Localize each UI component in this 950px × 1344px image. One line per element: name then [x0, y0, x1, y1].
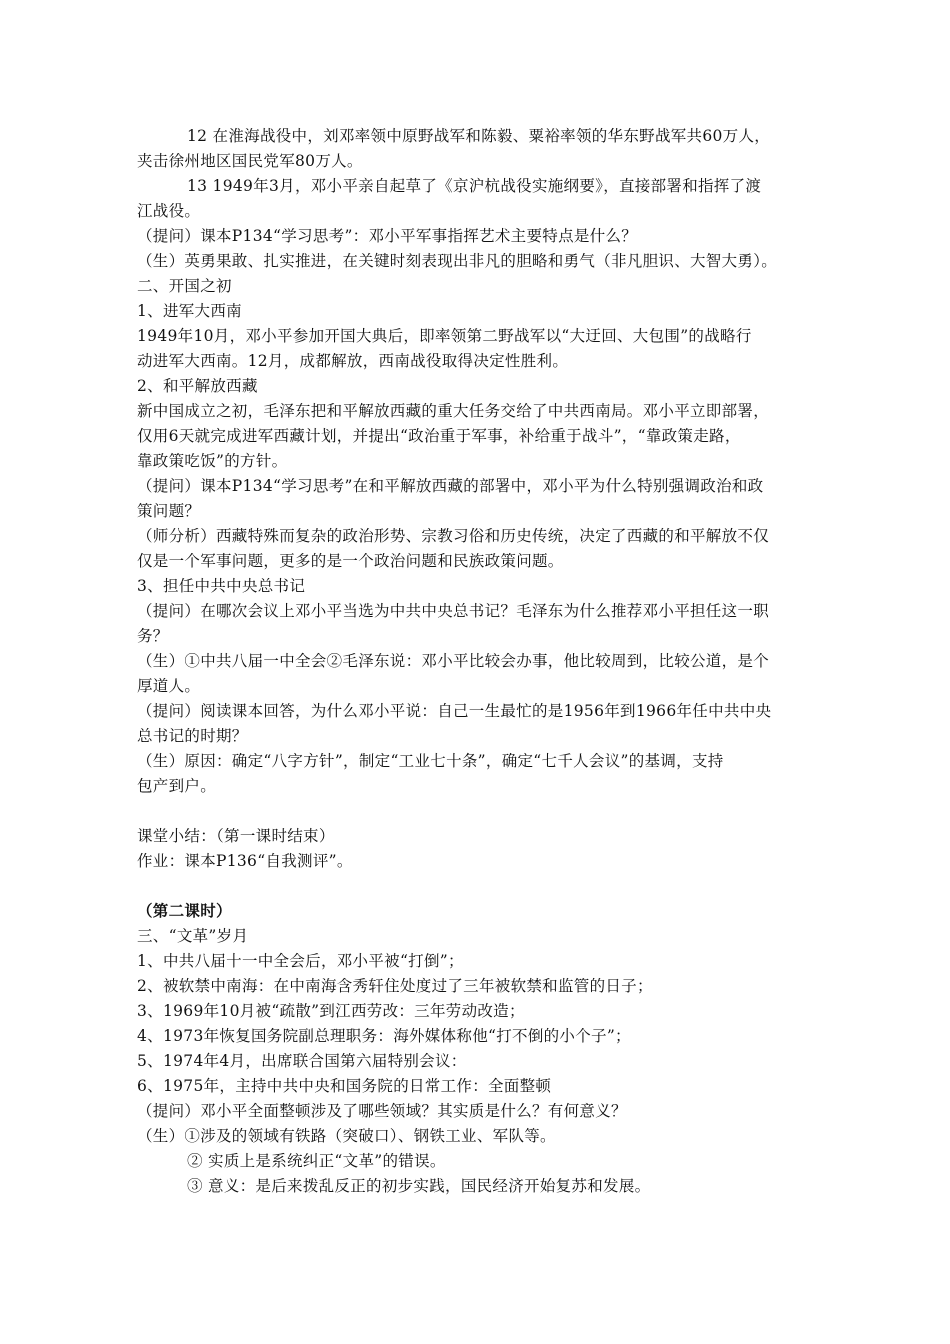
text-line: （提问）课本P134“学习思考”在和平解放西藏的部署中，邓小平为什么特别强调政治和政 [137, 477, 764, 495]
text-line: （生）①涉及的领域有铁路（突破口）、钢铁工业、军队等。 [137, 1127, 556, 1145]
text-line: （师分析）西藏特殊而复杂的政治形势、宗教习俗和历史传统，决定了西藏的和平解放不仅 [137, 527, 770, 545]
text-line: 2、和平解放西藏 [137, 377, 258, 395]
text-line: 二、开国之初 [137, 277, 232, 295]
text-line: （提问）课本P134“学习思考”：邓小平军事指挥艺术主要特点是什么？ [137, 227, 638, 245]
text-line: 5、1974年4月，出席联合国第六届特别会议： [137, 1052, 467, 1070]
text-line: 总书记的时期？ [137, 727, 248, 745]
text-line: 仅是一个军事问题，更多的是一个政治问题和民族政策问题。 [137, 552, 564, 570]
text-line: 靠政策吃饭”的方针。 [137, 452, 288, 470]
text-line: 1、中共八届十一中全会后，邓小平被“打倒”； [137, 952, 464, 970]
text-line: 1949年10月，邓小平参加开国大典后，即率领第二野战军以“大迂回、大包围”的战略行 [137, 327, 752, 345]
text-line: （提问）在哪次会议上邓小平当选为中共中央总书记？毛泽东为什么推荐邓小平担任这一职 [137, 602, 770, 620]
text-line: ② 实质上是系统纠正“文革”的错误。 [187, 1152, 446, 1170]
text-line: 2、被软禁中南海：在中南海含秀轩住处度过了三年被软禁和监管的日子； [137, 977, 653, 995]
text-line: 策问题？ [137, 502, 201, 520]
text-line: 厚道人。 [137, 677, 201, 695]
text-line: 3、1969年10月被“疏散”到江西劳改：三年劳动改造； [137, 1002, 525, 1020]
text-line: 江战役。 [137, 202, 201, 220]
text-line: 4、1973年恢复国务院副总理职务：海外媒体称他“打不倒的小个子”； [137, 1027, 631, 1045]
text-line: 仅用6天就完成进军西藏计划，并提出“政治重于军事，补给重于战斗”，“靠政策走路， [137, 427, 741, 445]
text-line: 包产到户。 [137, 777, 217, 795]
text-line: （生）英勇果敢、扎实推进，在关键时刻表现出非凡的胆略和勇气（非凡胆识、大智大勇）。 [137, 252, 778, 270]
text-line: 新中国成立之初，毛泽东把和平解放西藏的重大任务交给了中共西南局。邓小平立即部署， [137, 402, 770, 420]
text-line: 夹击徐州地区国民党军80万人。 [137, 152, 363, 170]
text-line: 1、进军大西南 [137, 302, 242, 320]
text-line: （提问）邓小平全面整顿涉及了哪些领域？其实质是什么？有何意义？ [137, 1102, 627, 1120]
text-line: （生）①中共八届一中全会②毛泽东说：邓小平比较会办事，他比较周到，比较公道，是个 [137, 652, 770, 670]
text-line: ③ 意义：是后来拨乱反正的初步实践，国民经济开始复苏和发展。 [187, 1177, 651, 1195]
text-line: 3、担任中共中央总书记 [137, 577, 306, 595]
text-line: 务？ [137, 627, 169, 645]
text-line: 作业：课本P136“自我测评”。 [137, 852, 353, 870]
text-line: （生）原因：确定“八字方针”，制定“工业七十条”，确定“七千人会议”的基调，支持 [137, 752, 724, 770]
text-line: 课堂小结：（第一课时结束） [137, 827, 335, 845]
text-line: 13 1949年3月，邓小平亲自起草了《京沪杭战役实施纲要》，直接部署和指挥了渡 [187, 177, 762, 195]
text-line: 12 在淮海战役中，刘邓率领中原野战军和陈毅、粟裕率领的华东野战军共60万人， [187, 127, 771, 145]
text-line: （第二课时） [137, 901, 232, 920]
text-line: 三、“文革”岁月 [137, 927, 249, 945]
text-line: 6、1975年，主持中共中央和国务院的日常工作：全面整顿 [137, 1077, 552, 1095]
text-line: 动进军大西南。12月，成都解放，西南战役取得决定性胜利。 [137, 352, 569, 370]
text-line: （提问）阅读课本回答，为什么邓小平说：自己一生最忙的是1956年到1966年任中共中央 [137, 702, 772, 720]
